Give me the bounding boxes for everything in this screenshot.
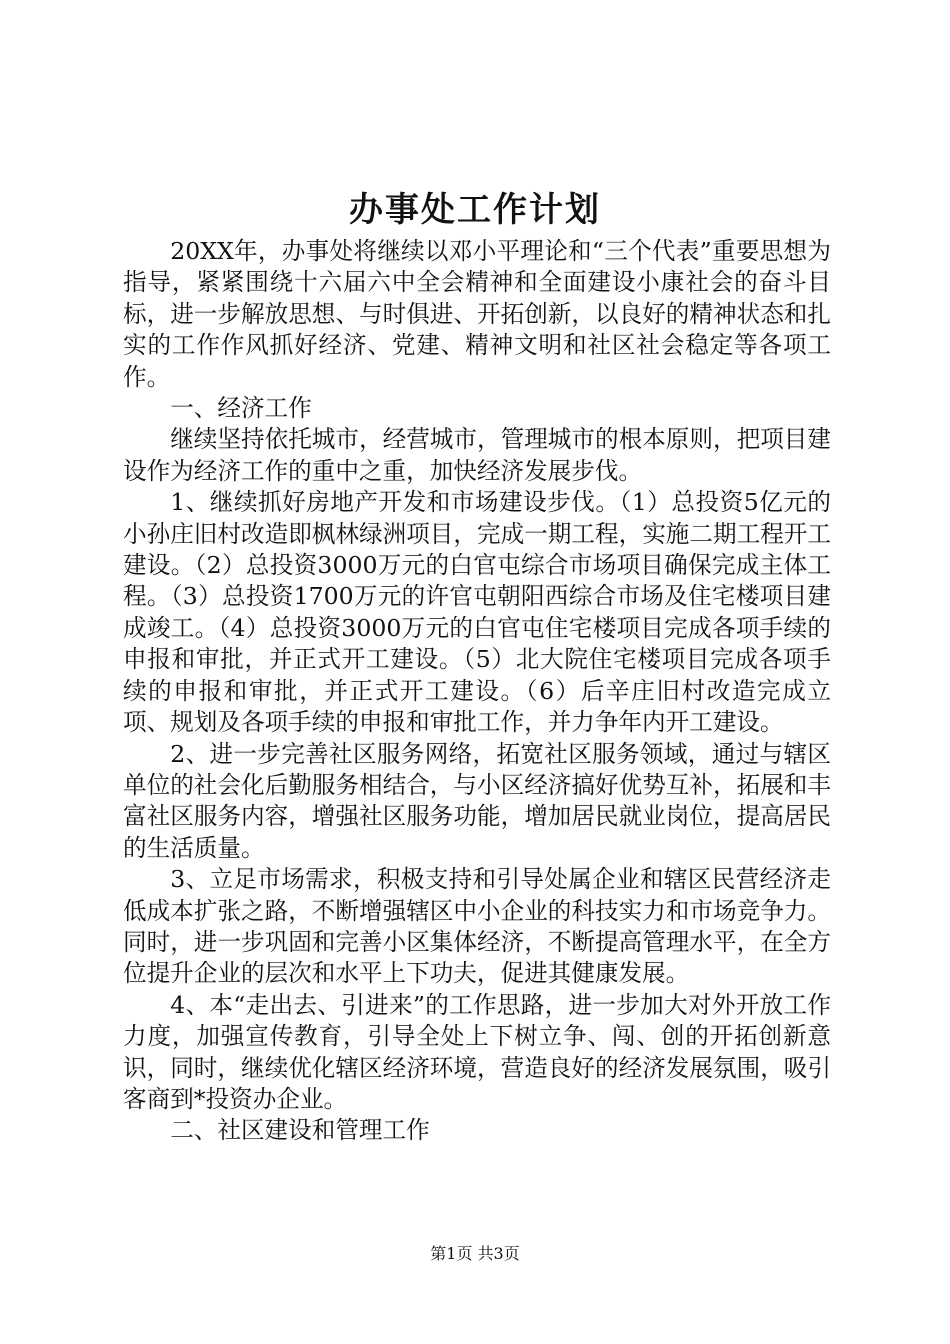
paragraph-item-4: 4、本“走出去、引进来”的工作思路，进一步加大对外开放工作力度，加强宣传教育，引导全处上下树立争、闯、创的开拓创新意识，同时，继续优化辖区经济环境，营造良好的经济发展氛围，吸引客商到*投资办企业。 [123,990,831,1113]
paragraph-item-1: 1、继续抓好房地产开发和市场建设步伐。（1）总投资5亿元的小孙庄旧村改造即枫林绿洲项目，完成一期工程，实施二期工程开工建设。（2）总投资3000万元的白官屯综合市场项目确保完成主体工程。（3）总投资1700万元的许官屯朝阳西综合市场及住宅楼项目建成竣工。（4）总投资3000万元的白官屯住宅楼项目完成各项手续的申报和审批，并正式开工建设。（5）北大院住宅楼项目完成各项手续的申报和审批，并正式开工建设。（6）后辛庄旧村改造完成立项、规划及各项手续的申报和审批工作，并力争年内开工建设。 [123,488,831,737]
paragraph-item-3: 3、立足市场需求，积极支持和引导处属企业和辖区民营经济走低成本扩张之路，不断增强辖区中小企业的科技实力和市场竞争力。同时，进一步巩固和完善小区集体经济，不断提高管理水平，在全方位提升企业的层次和水平上下功夫，促进其健康发展。 [123,865,831,988]
section-heading-community: 二、社区建设和管理工作 [170,1116,430,1145]
page-footer: 第1页 共3页 [430,1244,520,1263]
paragraph-intro: 20XX年，办事处将继续以邓小平理论和“三个代表”重要思想为指导，紧紧围绕十六届六中全会精神和全面建设小康社会的奋斗目标，进一步解放思想、与时俱进、开拓创新，以良好的精神状态和扎实的工作作风抓好经济、党建、精神文明和社区社会稳定等各项工作。 [123,237,831,391]
document-title: 办事处工作计划 [349,190,601,230]
paragraph-economy-principle: 继续坚持依托城市，经营城市，管理城市的根本原则，把项目建设作为经济工作的重中之重，加快经济发展步伐。 [123,425,831,485]
document-body [123,236,831,1147]
paragraph-item-2: 2、进一步完善社区服务网络，拓宽社区服务领域，通过与辖区单位的社会化后勤服务相结合，与小区经济搞好优势互补，拓展和丰富社区服务内容，增强社区服务功能，增加居民就业岗位，提高居民的生活质量。 [123,739,831,862]
section-heading-economy: 一、经济工作 [170,394,312,423]
